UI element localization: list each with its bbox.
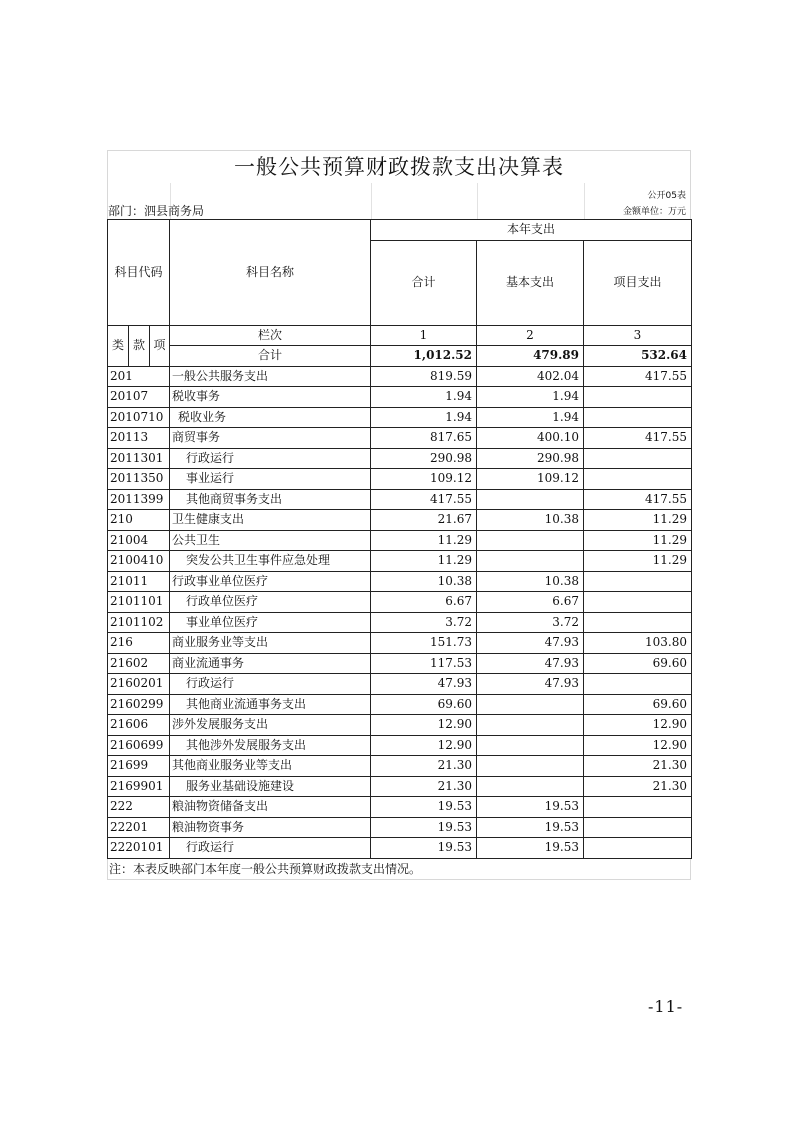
subject-code-cell: 21004 — [108, 530, 170, 551]
table-row — [108, 489, 692, 510]
subject-code-cell: 2100410 — [108, 551, 170, 572]
table-row — [108, 448, 692, 469]
project-cell — [584, 592, 692, 613]
table-row — [108, 407, 692, 428]
project-cell — [584, 571, 692, 592]
basic-cell: 47.93 — [477, 653, 584, 674]
basic-cell — [477, 489, 584, 510]
total-cell: 12.90 — [371, 715, 477, 736]
basic-cell: 10.38 — [477, 510, 584, 531]
grid-line — [584, 183, 585, 219]
table-row — [108, 797, 692, 818]
column-number-2: 2 — [477, 325, 584, 346]
subject-name-cell: 其他商贸事务支出 — [170, 489, 371, 510]
table-note: 注：本表反映部门本年度一般公共预算财政拨款支出情况。 — [107, 859, 691, 880]
current-year-header: 本年支出 — [371, 220, 692, 241]
total-cell: 417.55 — [371, 489, 477, 510]
total-cell: 109.12 — [371, 469, 477, 490]
basic-cell — [477, 694, 584, 715]
subject-name-cell: 服务业基础设施建设 — [170, 776, 371, 797]
total-cell: 11.29 — [371, 530, 477, 551]
table-row — [108, 612, 692, 633]
table-row — [108, 694, 692, 715]
subject-name-cell: 涉外发展服务支出 — [170, 715, 371, 736]
total-cell: 6.67 — [371, 592, 477, 613]
section-header: 款 — [129, 325, 150, 366]
project-cell: 11.29 — [584, 551, 692, 572]
grand-total: 1,012.52 — [371, 346, 477, 367]
basic-cell: 402.04 — [477, 366, 584, 387]
total-cell: 69.60 — [371, 694, 477, 715]
total-cell: 11.29 — [371, 551, 477, 572]
class-header: 类 — [108, 325, 129, 366]
project-cell — [584, 387, 692, 408]
project-cell — [584, 469, 692, 490]
table-row — [108, 776, 692, 797]
table-row — [108, 366, 692, 387]
project-cell — [584, 838, 692, 859]
subject-code-cell: 2101101 — [108, 592, 170, 613]
total-cell: 117.53 — [371, 653, 477, 674]
total-cell: 151.73 — [371, 633, 477, 654]
table-row — [108, 838, 692, 859]
project-cell — [584, 448, 692, 469]
subject-name-cell: 行政运行 — [170, 674, 371, 695]
total-cell: 290.98 — [371, 448, 477, 469]
basic-cell — [477, 735, 584, 756]
basic-cell: 10.38 — [477, 571, 584, 592]
basic-cell — [477, 715, 584, 736]
total-cell: 21.30 — [371, 756, 477, 777]
project-cell: 69.60 — [584, 653, 692, 674]
subject-code-header: 科目代码 — [108, 220, 170, 326]
project-cell — [584, 674, 692, 695]
table-row — [108, 735, 692, 756]
basic-cell: 109.12 — [477, 469, 584, 490]
column-no-label: 栏次 — [170, 325, 371, 346]
subject-name-header: 科目名称 — [170, 220, 371, 326]
grand-basic: 479.89 — [477, 346, 584, 367]
total-cell: 47.93 — [371, 674, 477, 695]
project-header: 项目支出 — [584, 240, 692, 325]
basic-cell: 1.94 — [477, 407, 584, 428]
report-title: 一般公共预算财政拨款支出决算表 — [107, 150, 691, 183]
project-cell: 11.29 — [584, 510, 692, 531]
basic-cell: 1.94 — [477, 387, 584, 408]
table-row — [108, 510, 692, 531]
basic-cell: 19.53 — [477, 797, 584, 818]
project-cell — [584, 612, 692, 633]
basic-cell: 47.93 — [477, 633, 584, 654]
unit-label: 金额单位：万元 — [622, 207, 686, 217]
subject-code-cell: 2101102 — [108, 612, 170, 633]
total-cell: 1.94 — [371, 407, 477, 428]
table-row — [108, 551, 692, 572]
subject-name-cell: 税收业务 — [170, 407, 371, 428]
subject-code-cell: 210 — [108, 510, 170, 531]
table-row — [108, 571, 692, 592]
subject-name-cell: 商业服务业等支出 — [170, 633, 371, 654]
subject-code-cell: 2169901 — [108, 776, 170, 797]
subject-name-cell: 粮油物资储备支出 — [170, 797, 371, 818]
subject-name-cell: 行政运行 — [170, 838, 371, 859]
subject-name-cell: 事业运行 — [170, 469, 371, 490]
project-cell — [584, 797, 692, 818]
subject-name-cell: 卫生健康支出 — [170, 510, 371, 531]
table-row — [108, 715, 692, 736]
subject-code-cell: 22201 — [108, 817, 170, 838]
project-cell: 11.29 — [584, 530, 692, 551]
subject-code-cell: 20107 — [108, 387, 170, 408]
project-cell: 417.55 — [584, 489, 692, 510]
basic-cell: 19.53 — [477, 817, 584, 838]
table-row — [108, 674, 692, 695]
subject-name-cell: 粮油物资事务 — [170, 817, 371, 838]
table-row — [108, 653, 692, 674]
subject-code-cell: 20113 — [108, 428, 170, 449]
total-row-label: 合计 — [170, 346, 371, 367]
subject-code-cell: 21699 — [108, 756, 170, 777]
subject-name-cell: 其他涉外发展服务支出 — [170, 735, 371, 756]
table-row — [108, 428, 692, 449]
total-cell: 819.59 — [371, 366, 477, 387]
total-cell: 19.53 — [371, 838, 477, 859]
total-header: 合计 — [371, 240, 477, 325]
total-cell: 21.67 — [371, 510, 477, 531]
subject-code-cell: 2011350 — [108, 469, 170, 490]
project-cell: 21.30 — [584, 776, 692, 797]
subject-code-cell: 2160299 — [108, 694, 170, 715]
total-cell: 19.53 — [371, 797, 477, 818]
basic-header: 基本支出 — [477, 240, 584, 325]
subject-code-cell: 2010710 — [108, 407, 170, 428]
table-row — [108, 387, 692, 408]
subject-code-cell: 2011301 — [108, 448, 170, 469]
subject-name-cell: 其他商业服务业等支出 — [170, 756, 371, 777]
basic-cell: 47.93 — [477, 674, 584, 695]
subject-name-cell: 突发公共卫生事件应急处理 — [170, 551, 371, 572]
report-sheet — [107, 150, 691, 880]
subject-code-cell: 2160201 — [108, 674, 170, 695]
basic-cell: 400.10 — [477, 428, 584, 449]
basic-cell: 290.98 — [477, 448, 584, 469]
subject-code-cell: 222 — [108, 797, 170, 818]
project-cell: 21.30 — [584, 756, 692, 777]
table-row — [108, 530, 692, 551]
subject-code-cell: 21602 — [108, 653, 170, 674]
subject-code-cell: 2160699 — [108, 735, 170, 756]
basic-cell — [477, 756, 584, 777]
table-row — [108, 633, 692, 654]
subject-name-cell: 事业单位医疗 — [170, 612, 371, 633]
page-number: -11- — [648, 997, 684, 1016]
project-cell: 69.60 — [584, 694, 692, 715]
subject-name-cell: 税收事务 — [170, 387, 371, 408]
basic-cell: 6.67 — [477, 592, 584, 613]
table-row — [108, 469, 692, 490]
subject-code-cell: 216 — [108, 633, 170, 654]
form-number: 公开05表 — [647, 191, 686, 201]
subject-name-cell: 商贸事务 — [170, 428, 371, 449]
total-cell: 817.65 — [371, 428, 477, 449]
grid-line — [477, 183, 478, 219]
table-row — [108, 592, 692, 613]
total-cell: 1.94 — [371, 387, 477, 408]
table-row — [108, 817, 692, 838]
project-cell — [584, 817, 692, 838]
subject-name-cell: 一般公共服务支出 — [170, 366, 371, 387]
basic-cell: 3.72 — [477, 612, 584, 633]
subject-name-cell: 行政事业单位医疗 — [170, 571, 371, 592]
item-header: 项 — [150, 325, 170, 366]
expenditure-table — [107, 219, 692, 859]
basic-cell — [477, 776, 584, 797]
total-cell: 10.38 — [371, 571, 477, 592]
basic-cell — [477, 551, 584, 572]
subject-name-cell: 行政单位医疗 — [170, 592, 371, 613]
subject-code-cell: 2011399 — [108, 489, 170, 510]
column-number-1: 1 — [371, 325, 477, 346]
project-cell: 103.80 — [584, 633, 692, 654]
project-cell: 12.90 — [584, 735, 692, 756]
subject-code-cell: 21606 — [108, 715, 170, 736]
subject-name-cell: 商业流通事务 — [170, 653, 371, 674]
grand-project: 532.64 — [584, 346, 692, 367]
project-cell — [584, 407, 692, 428]
subject-name-cell: 行政运行 — [170, 448, 371, 469]
report-meta — [107, 183, 691, 219]
grid-line — [371, 183, 372, 219]
subject-code-cell: 2220101 — [108, 838, 170, 859]
subject-code-cell: 201 — [108, 366, 170, 387]
subject-name-cell: 其他商业流通事务支出 — [170, 694, 371, 715]
column-number-3: 3 — [584, 325, 692, 346]
total-cell: 3.72 — [371, 612, 477, 633]
subject-name-cell: 公共卫生 — [170, 530, 371, 551]
total-cell: 21.30 — [371, 776, 477, 797]
table-row — [108, 756, 692, 777]
basic-cell: 19.53 — [477, 838, 584, 859]
total-cell: 19.53 — [371, 817, 477, 838]
department-label: 部门：泗县商务局 — [108, 204, 205, 218]
subject-code-cell: 21011 — [108, 571, 170, 592]
basic-cell — [477, 530, 584, 551]
project-cell: 417.55 — [584, 366, 692, 387]
total-cell: 12.90 — [371, 735, 477, 756]
project-cell: 417.55 — [584, 428, 692, 449]
project-cell: 12.90 — [584, 715, 692, 736]
